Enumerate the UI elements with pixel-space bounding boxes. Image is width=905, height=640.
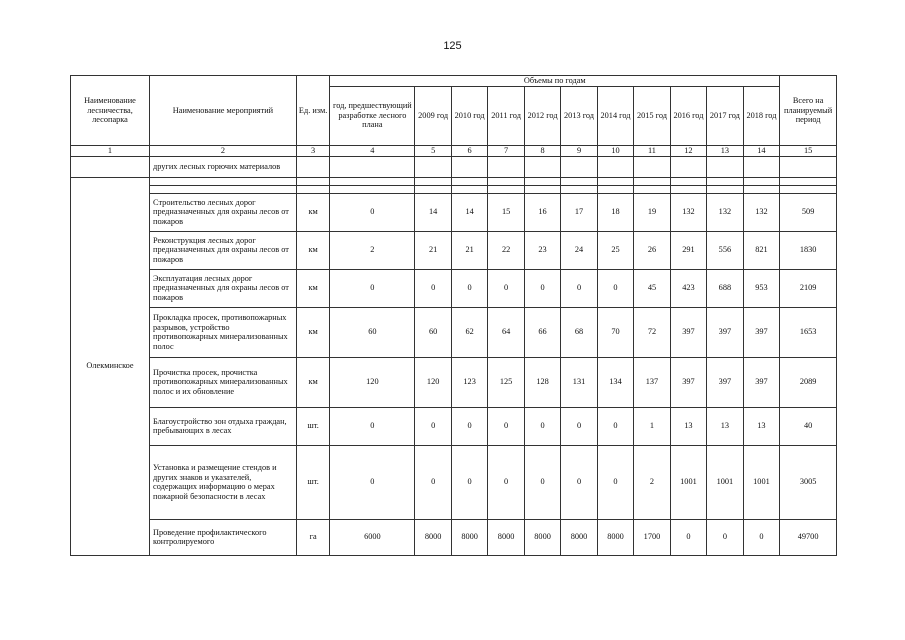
page-number: 125	[443, 40, 462, 52]
header-year: 2010 год	[451, 86, 487, 145]
value-cell: 0	[415, 445, 451, 519]
value-cell: 120	[415, 357, 451, 407]
unit-cell: км	[296, 193, 329, 231]
value-cell: 8000	[597, 519, 633, 555]
header-forestry: Наименование лесничества, лесопарка	[71, 76, 150, 146]
value-cell: 19	[634, 193, 670, 231]
value-cell: 137	[634, 357, 670, 407]
activity-name: Прочистка просек, прочистка противопожарных минерализованных полос и их обновление	[150, 357, 297, 407]
column-number: 1	[71, 145, 150, 156]
header-year: 2015 год	[634, 86, 670, 145]
unit-cell: км	[296, 307, 329, 357]
value-cell: 132	[743, 193, 780, 231]
header-year: 2017 год	[707, 86, 743, 145]
value-cell: 0	[330, 445, 415, 519]
column-number: 12	[670, 145, 706, 156]
value-cell: 1001	[743, 445, 780, 519]
activity-name: Благоустройство зон отдыха граждан, пребывающих в лесах	[150, 407, 297, 445]
column-number: 6	[451, 145, 487, 156]
activity-name: Установка и размещение стендов и других знаков и указателей, содержащих информацию о мерах пожарной безопасности в лесах	[150, 445, 297, 519]
value-cell: 0	[451, 269, 487, 307]
unit-cell: шт.	[296, 407, 329, 445]
table-row	[71, 307, 837, 357]
value-cell: 16	[524, 193, 560, 231]
value-cell: 0	[707, 519, 743, 555]
value-cell: 23	[524, 231, 560, 269]
spacer-row	[71, 177, 837, 185]
value-cell: 688	[707, 269, 743, 307]
value-cell: 0	[561, 407, 597, 445]
table-row	[71, 231, 837, 269]
value-cell: 64	[488, 307, 524, 357]
value-cell: 0	[524, 269, 560, 307]
value-cell: 8000	[561, 519, 597, 555]
header-volumes-by-year: Объемы по годам	[330, 76, 780, 87]
header-activity: Наименование мероприятий	[150, 76, 297, 146]
total-cell: 1830	[780, 231, 837, 269]
value-cell: 14	[415, 193, 451, 231]
value-cell: 0	[488, 407, 524, 445]
column-number: 4	[330, 145, 415, 156]
column-number: 3	[296, 145, 329, 156]
header-year: 2012 год	[524, 86, 560, 145]
table-row	[71, 193, 837, 231]
value-cell: 0	[743, 519, 780, 555]
value-cell: 21	[451, 231, 487, 269]
value-cell: 0	[597, 269, 633, 307]
value-cell: 0	[524, 407, 560, 445]
value-cell: 22	[488, 231, 524, 269]
value-cell: 0	[415, 269, 451, 307]
column-number: 8	[524, 145, 560, 156]
header-year: 2011 год	[488, 86, 524, 145]
value-cell: 0	[670, 519, 706, 555]
value-cell: 953	[743, 269, 780, 307]
spacer-row	[71, 185, 837, 193]
value-cell: 0	[488, 269, 524, 307]
table-row	[71, 269, 837, 307]
total-cell: 49700	[780, 519, 837, 555]
value-cell: 0	[330, 193, 415, 231]
value-cell: 125	[488, 357, 524, 407]
header-year: 2018 год	[743, 86, 780, 145]
column-number: 10	[597, 145, 633, 156]
value-cell: 556	[707, 231, 743, 269]
value-cell: 0	[330, 269, 415, 307]
column-number: 14	[743, 145, 780, 156]
column-number: 9	[561, 145, 597, 156]
value-cell: 0	[561, 445, 597, 519]
total-cell: 2109	[780, 269, 837, 307]
value-cell: 68	[561, 307, 597, 357]
value-cell: 45	[634, 269, 670, 307]
activity-name: Проведение профилактического контролируемого	[150, 519, 297, 555]
value-cell: 0	[561, 269, 597, 307]
value-cell: 66	[524, 307, 560, 357]
value-cell: 0	[488, 445, 524, 519]
total-cell: 509	[780, 193, 837, 231]
forestry-name: Олекминское	[71, 177, 150, 555]
header-row-top	[71, 76, 837, 87]
continued-activity: других лесных горючих материалов	[150, 156, 297, 177]
value-cell: 291	[670, 231, 706, 269]
value-cell: 0	[524, 445, 560, 519]
column-number: 2	[150, 145, 297, 156]
header-year: 2016 год	[670, 86, 706, 145]
column-number-row	[71, 145, 837, 156]
value-cell: 72	[634, 307, 670, 357]
table-row	[71, 407, 837, 445]
value-cell: 8000	[488, 519, 524, 555]
value-cell: 70	[597, 307, 633, 357]
value-cell: 132	[707, 193, 743, 231]
table-row	[71, 445, 837, 519]
total-cell: 2089	[780, 357, 837, 407]
header-year: 2014 год	[597, 86, 633, 145]
total-cell: 1653	[780, 307, 837, 357]
value-cell: 15	[488, 193, 524, 231]
value-cell: 0	[330, 407, 415, 445]
value-cell: 8000	[451, 519, 487, 555]
table-row	[71, 357, 837, 407]
column-number: 11	[634, 145, 670, 156]
unit-cell: шт.	[296, 445, 329, 519]
unit-cell: км	[296, 269, 329, 307]
value-cell: 60	[415, 307, 451, 357]
value-cell: 0	[597, 445, 633, 519]
value-cell: 0	[597, 407, 633, 445]
value-cell: 8000	[415, 519, 451, 555]
value-cell: 423	[670, 269, 706, 307]
value-cell: 134	[597, 357, 633, 407]
value-cell: 17	[561, 193, 597, 231]
value-cell: 6000	[330, 519, 415, 555]
value-cell: 2	[330, 231, 415, 269]
value-cell: 2	[634, 445, 670, 519]
value-cell: 24	[561, 231, 597, 269]
value-cell: 0	[415, 407, 451, 445]
value-cell: 14	[451, 193, 487, 231]
total-cell: 3005	[780, 445, 837, 519]
value-cell: 60	[330, 307, 415, 357]
value-cell: 397	[670, 307, 706, 357]
value-cell: 0	[451, 445, 487, 519]
value-cell: 13	[707, 407, 743, 445]
value-cell: 397	[707, 357, 743, 407]
value-cell: 397	[670, 357, 706, 407]
value-cell: 397	[743, 307, 780, 357]
value-cell: 21	[415, 231, 451, 269]
column-number: 13	[707, 145, 743, 156]
value-cell: 1001	[670, 445, 706, 519]
unit-cell: га	[296, 519, 329, 555]
header-unit: Ед. изм.	[296, 76, 329, 146]
value-cell: 1001	[707, 445, 743, 519]
value-cell: 120	[330, 357, 415, 407]
header-total: Всего на планируемый период	[780, 76, 837, 146]
value-cell: 128	[524, 357, 560, 407]
activity-name: Эксплуатация лесных дорог предназначенных для охраны лесов от пожаров	[150, 269, 297, 307]
value-cell: 132	[670, 193, 706, 231]
value-cell: 26	[634, 231, 670, 269]
unit-cell: км	[296, 231, 329, 269]
header-year: 2009 год	[415, 86, 451, 145]
value-cell: 397	[743, 357, 780, 407]
value-cell: 62	[451, 307, 487, 357]
value-cell: 8000	[524, 519, 560, 555]
fire-protection-volumes-table	[70, 75, 837, 556]
column-number: 5	[415, 145, 451, 156]
value-cell: 0	[451, 407, 487, 445]
total-cell: 40	[780, 407, 837, 445]
value-cell: 25	[597, 231, 633, 269]
column-number: 7	[488, 145, 524, 156]
value-cell: 18	[597, 193, 633, 231]
value-cell: 821	[743, 231, 780, 269]
unit-cell: км	[296, 357, 329, 407]
continued-row	[71, 156, 837, 177]
column-number: 15	[780, 145, 837, 156]
value-cell: 123	[451, 357, 487, 407]
value-cell: 1	[634, 407, 670, 445]
value-cell: 131	[561, 357, 597, 407]
value-cell: 397	[707, 307, 743, 357]
activity-name: Реконструкция лесных дорог предназначенных для охраны лесов от пожаров	[150, 231, 297, 269]
header-prior-year: год, предшествующий разработке лесного плана	[330, 86, 415, 145]
value-cell: 13	[670, 407, 706, 445]
value-cell: 13	[743, 407, 780, 445]
activity-name: Строительство лесных дорог предназначенных для охраны лесов от пожаров	[150, 193, 297, 231]
header-year: 2013 год	[561, 86, 597, 145]
table-row	[71, 519, 837, 555]
value-cell: 1700	[634, 519, 670, 555]
activity-name: Прокладка просек, противопожарных разрывов, устройство противопожарных минерализованных полос	[150, 307, 297, 357]
